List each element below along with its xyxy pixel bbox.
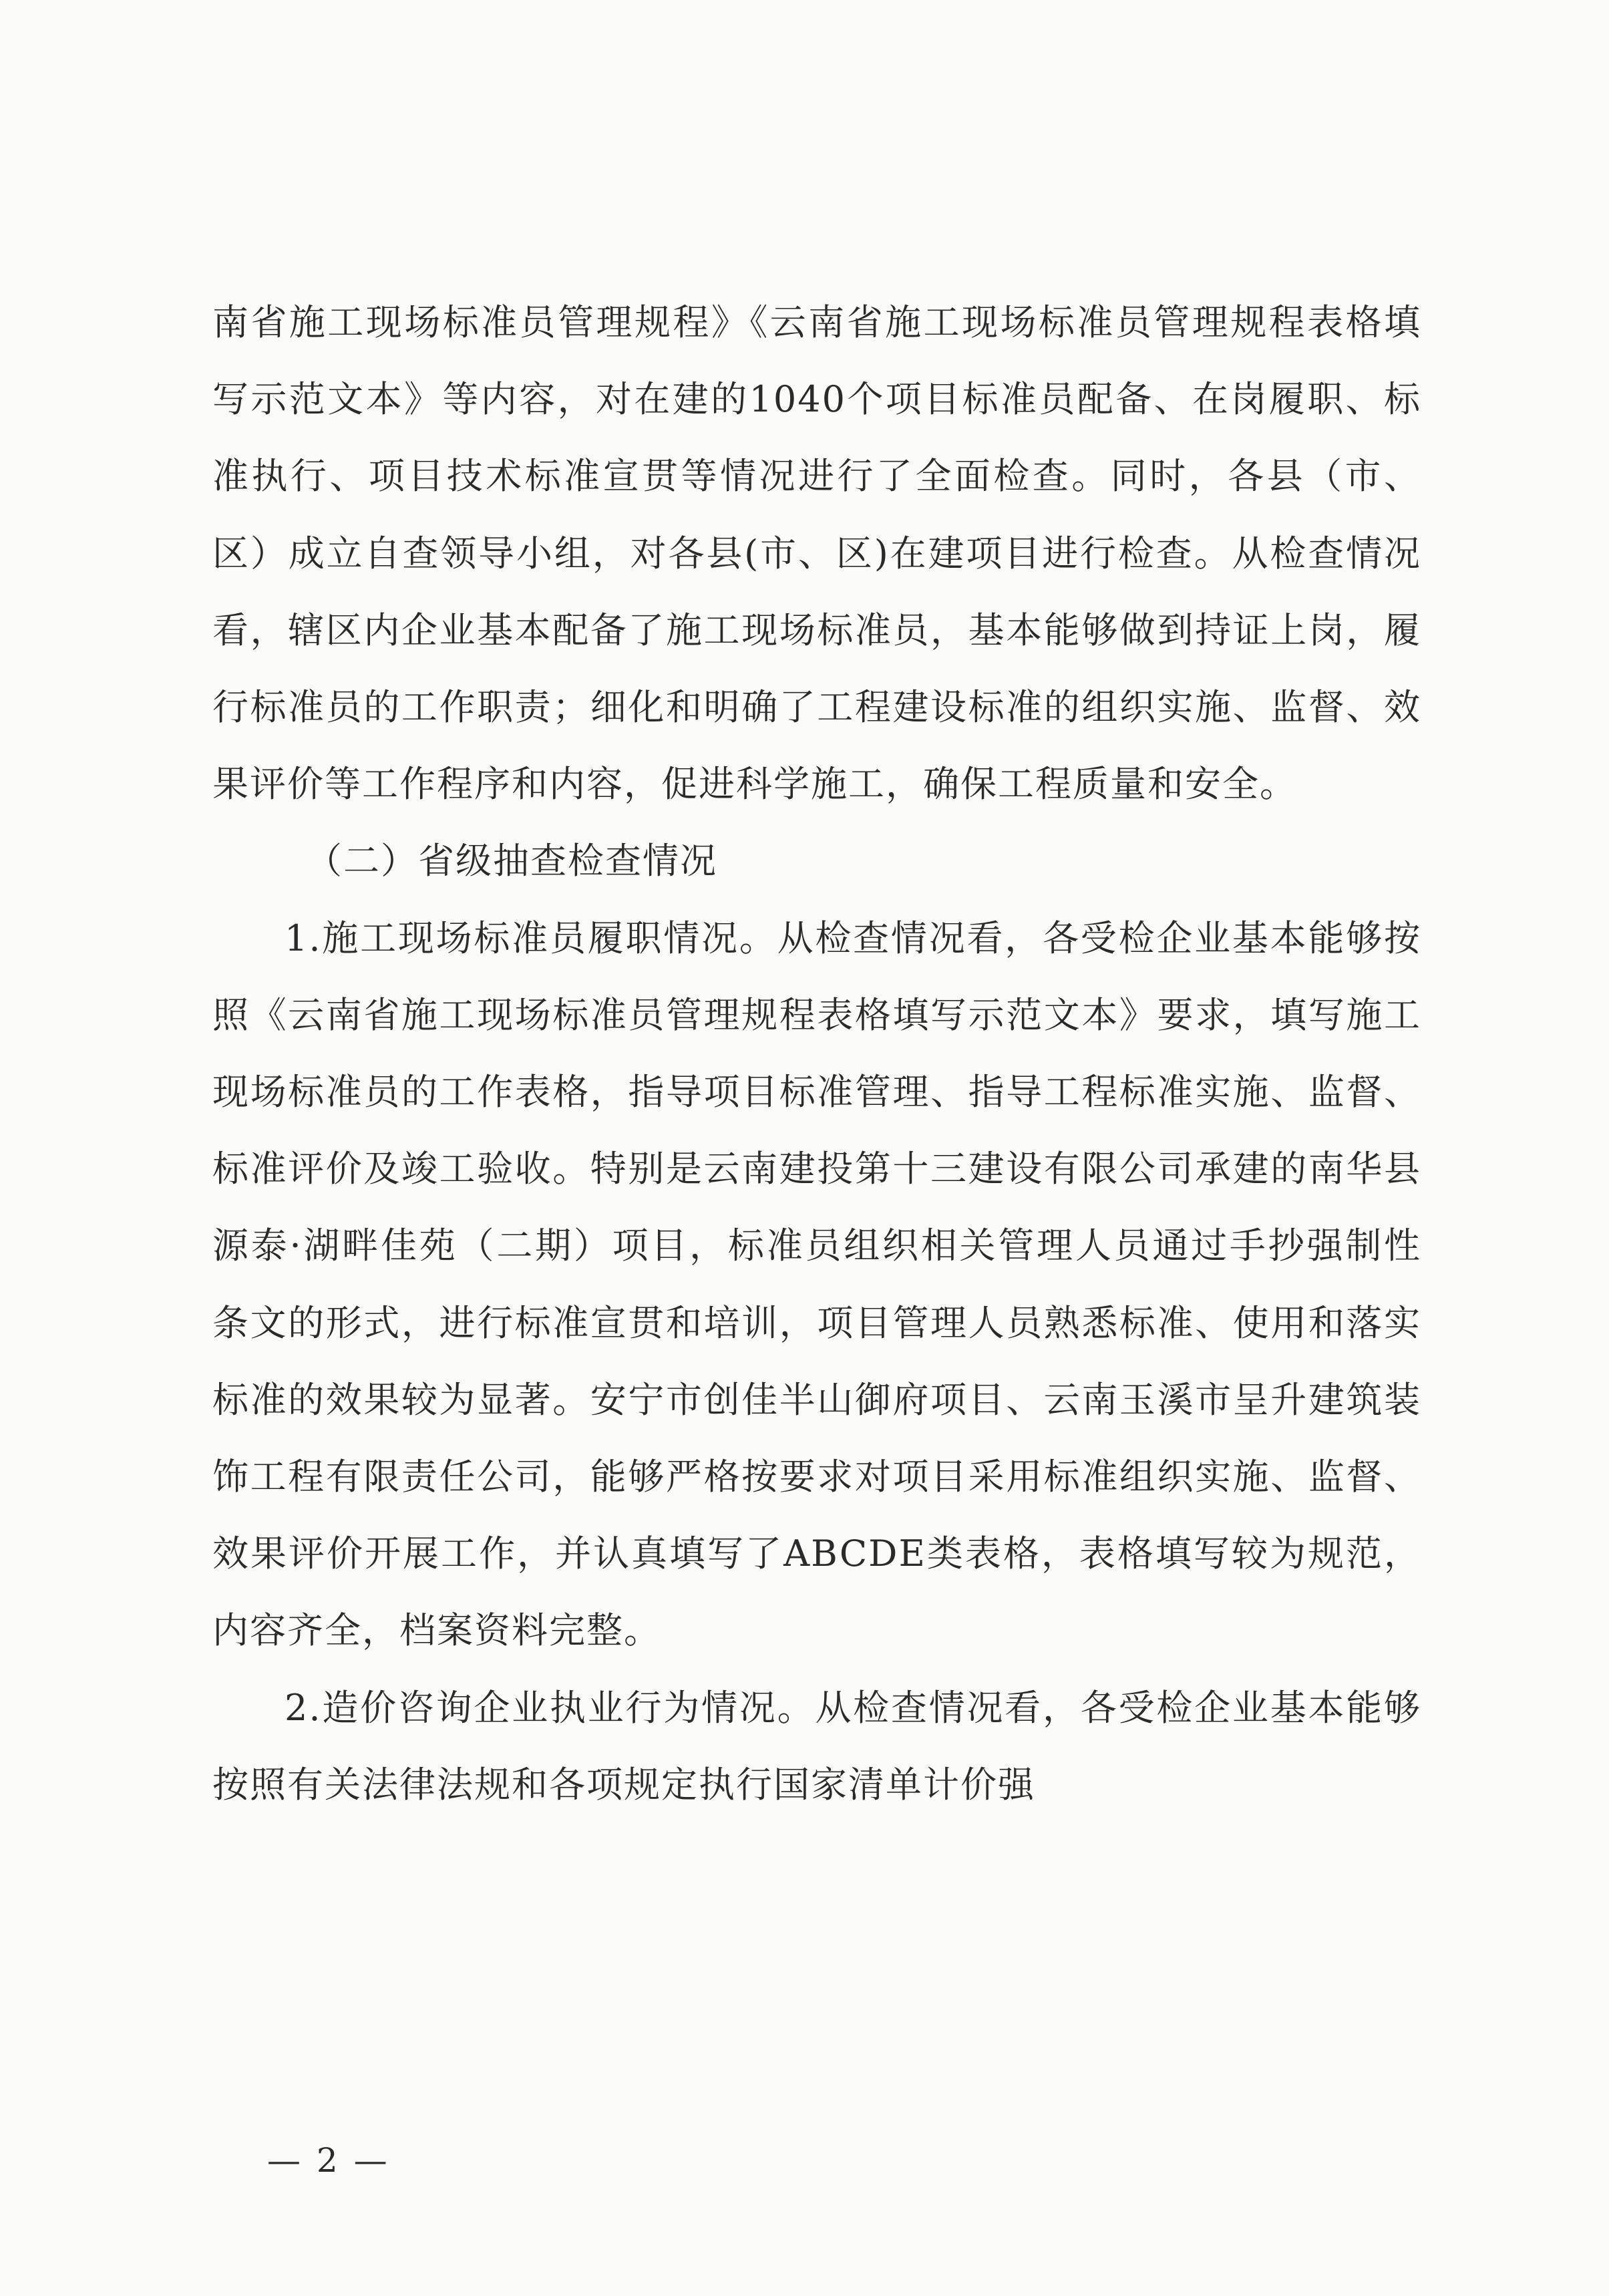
paragraph-1: 南省施工现场标准员管理规程》《云南省施工现场标准员管理规程表格填写示范文本》等内容，对在建的1040个项目标准员配备、在岗履职、标准执行、项目技术标准宣贯等情况进行了全面检查。同时，各县（市、区）成立自查领导小组，对各县(市、区)在建项目进行检查。从检查情况看，辖区内企业基本配备了施工现场标准员，基本能够做到持证上岗，履行标准员的工作职责；细化和明确了工程建设标准的组织实施、监督、效果评价等工作程序和内容，促进科学施工，确保工程质量和安全。 — [212, 301, 1421, 806]
document-body — [212, 284, 1421, 1823]
section-heading: （二）省级抽查检查情况 — [306, 840, 717, 882]
paragraph-3: 2.造价咨询企业执业行为情况。从检查情况看，各受检企业基本能够按照有关法律法规和各项规定执行国家清单计价强 — [212, 1686, 1421, 1806]
paragraph-2: 1.施工现场标准员履职情况。从检查情况看，各受检企业基本能够按照《云南省施工现场标准员管理规程表格填写示范文本》要求，填写施工现场标准员的工作表格，指导项目标准管理、指导工程标准实施、监督、标准评价及竣工验收。特别是云南建投第十三建设有限公司承建的南华县源泰·湖畔佳苑（二期）项目，标准员组织相关管理人员通过手抄强制性条文的形式，进行标准宣贯和培训，项目管理人员熟悉标准、使用和落实标准的效果较为显著。安宁市创佳半山御府项目、云南玉溪市呈升建筑装饰工程有限责任公司，能够严格按要求对项目采用标准组织实施、监督、效果评价开展工作，并认真填写了ABCDE类表格，表格填写较为规范，内容齐全，档案资料完整。 — [212, 917, 1421, 1652]
page-number: — 2 — — [267, 2141, 390, 2180]
